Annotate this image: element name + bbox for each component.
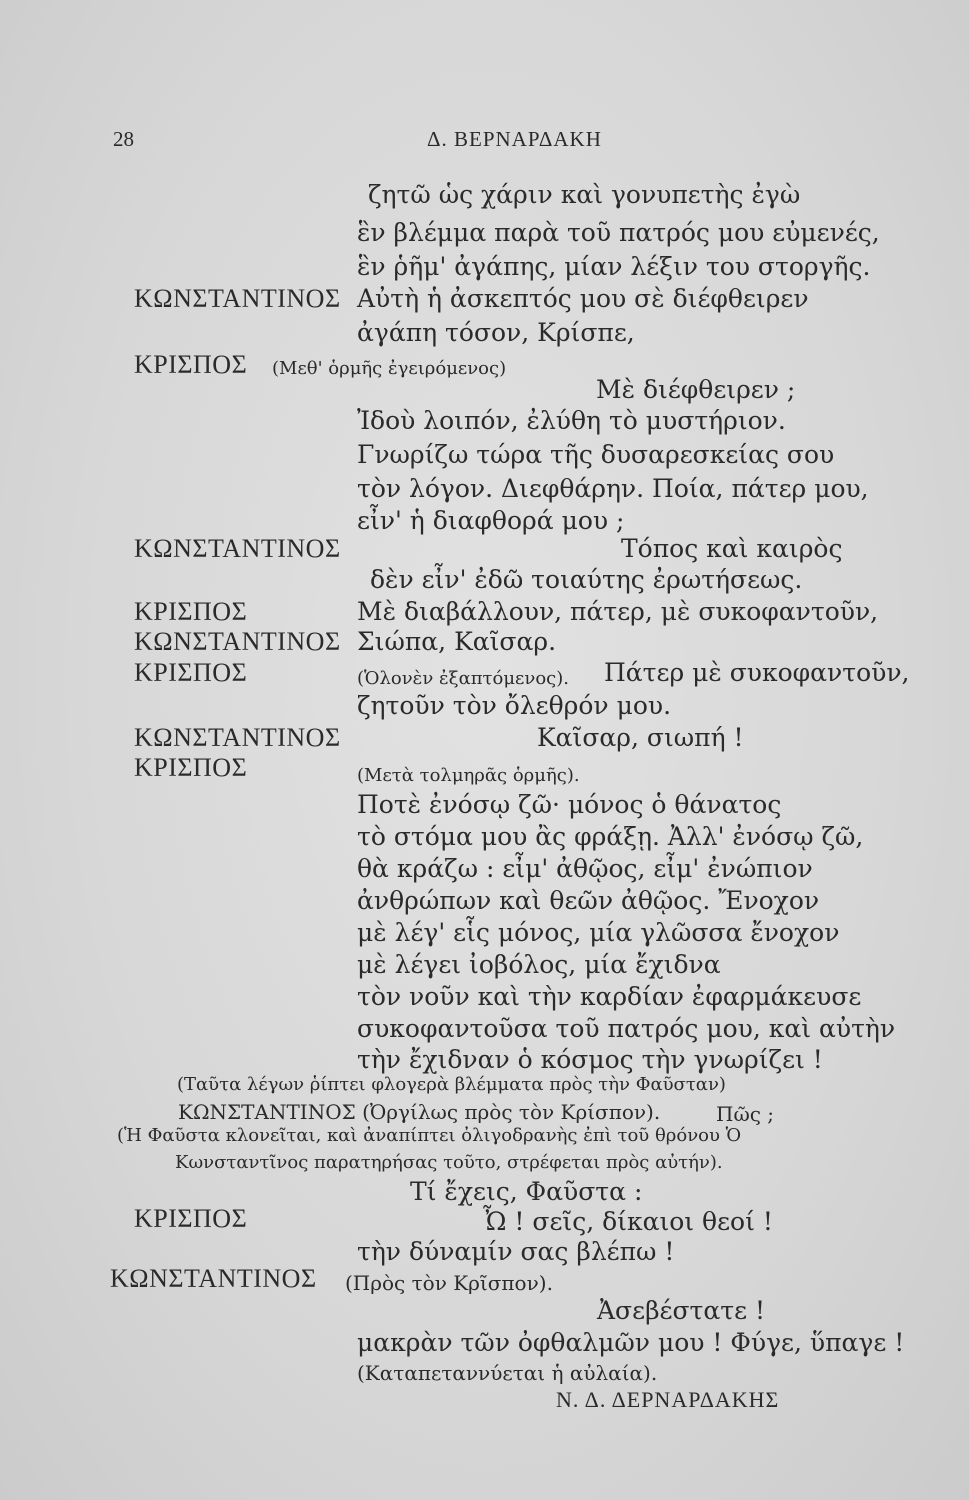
verse-line: ἓν βλέμμα παρὰ τοῦ πατρός μου εὐμενές, (357, 218, 880, 247)
stage-direction: (Καταπεταννύεται ἡ αὐλαία). (357, 1361, 658, 1385)
verse-line: ἀνθρώπων καὶ θεῶν ἀθῷος. Ἔνοχον (357, 886, 820, 915)
speaker-name: ΚΩΝΣΤΑΝΤΙΝΟΣ (110, 1264, 317, 1293)
stage-direction: (Πρὸς τὸν Κρῖσπον). (345, 1271, 553, 1295)
verse-line: Αὐτὴ ἡ ἀσκεπτός μου σὲ διέφθειρεν (357, 284, 809, 313)
verse-line: τὴν ἔχιδναν ὁ κόσμος τὴν γνωρίζει ! (357, 1045, 823, 1074)
running-head: Δ. ΒΕΡΝΑΡΔΑΚΗ (427, 127, 602, 151)
page-number: 28 (113, 127, 134, 151)
speaker-name: ΚΡΙΣΠΟΣ (134, 597, 248, 626)
verse-line: Μὲ διαβάλλουν, πάτερ, μὲ συκοφαντοῦν, (357, 597, 879, 626)
verse-line: δὲν εἶν' ἐδῶ τοιαύτης ἐρωτήσεως. (370, 565, 803, 594)
stage-direction: ΚΩΝΣΤΑΝΤΙΝΟΣ (Ὀργίλως πρὸς τὸν Κρίσπον). (178, 1100, 661, 1124)
verse-line: ἀγάπη τόσον, Κρίσπε, (357, 318, 635, 347)
speaker-name: ΚΩΝΣΤΑΝΤΙΝΟΣ (134, 534, 341, 563)
verse-line: μὲ λέγει ἰοβόλος, μία ἔχιδνα (357, 950, 721, 979)
verse-line: εἶν' ἡ διαφθορά μου ; (357, 506, 625, 535)
stage-direction: (Μετὰ τολμηρᾶς ὁρμῆς). (357, 765, 580, 786)
verse-line: ἓν ῥῆμ' ἀγάπης, μίαν λέξιν του στοργῆς. (357, 252, 871, 281)
speaker-name: ΚΡΙΣΠΟΣ (134, 753, 248, 782)
verse-line: Ἰδοὺ λοιπόν, ἐλύθη τὸ μυστήριον. (357, 406, 786, 435)
speaker-name: ΚΩΝΣΤΑΝΤΙΝΟΣ (134, 627, 341, 656)
speaker-name: ΚΡΙΣΠΟΣ (134, 1204, 248, 1233)
verse-line: Μὲ διέφθειρεν ; (596, 375, 796, 404)
verse-line: Ποτὲ ἐνόσῳ ζῶ· μόνος ὁ θάνατος (357, 790, 782, 819)
verse-line: τὴν δύναμίν σας βλέπω ! (357, 1237, 675, 1266)
verse-line: Τί ἔχεις, Φαῦστα : (410, 1177, 643, 1206)
verse-line: Τόπος καὶ καιρὸς (621, 534, 843, 563)
verse-line: θὰ κράζω : εἶμ' ἀθῷος, εἶμ' ἐνώπιον (357, 854, 813, 883)
stage-direction: (Ὁλονὲν ἐξαπτόμενος). (357, 668, 569, 689)
verse-line: Καῖσαρ, σιωπή ! (537, 723, 744, 752)
verse-line: μὲ λέγ' εἷς μόνος, μία γλῶσσα ἔνοχον (357, 918, 840, 947)
speaker-name: ΚΡΙΣΠΟΣ (134, 350, 248, 379)
verse-line: τὸν λόγον. Διεφθάρην. Ποία, πάτερ μου, (357, 474, 869, 503)
verse-line: Ὦ ! σεῖς, δίκαιοι θεοί ! (483, 1207, 773, 1236)
verse-line: Ἀσεβέστατε ! (597, 1296, 766, 1325)
stage-direction: Πῶς ; (716, 1102, 775, 1126)
verse-line: Σιώπα, Καῖσαρ. (357, 627, 557, 656)
verse-line: τὸ στόμα μου ἂς φράξῃ. Ἀλλ' ἐνόσῳ ζῶ, (357, 822, 864, 851)
verse-line: ζητοῦν τὸν ὄλεθρόν μου. (357, 691, 672, 720)
verse-line: Γνωρίζω τώρα τῆς δυσαρεσκείας σου (357, 440, 835, 469)
verse-line: μακρὰν τῶν ὀφθαλμῶν μου ! Φύγε, ὕπαγε ! (357, 1328, 905, 1357)
speaker-name: ΚΩΝΣΤΑΝΤΙΝΟΣ (134, 284, 341, 313)
stage-direction: Κωνσταντῖνος παρατηρήσας τοῦτο, στρέφεται πρὸς αὐτήν). (175, 1152, 723, 1173)
stage-direction: (Ταῦτα λέγων ῥίπτει φλογερὰ βλέμματα πρὸς τὴν Φαῦσταν) (177, 1074, 726, 1095)
verse-line: Πάτερ μὲ συκοφαντοῦν, (604, 658, 910, 687)
speaker-name: ΚΡΙΣΠΟΣ (134, 658, 248, 687)
verse-line: ζητῶ ὡς χάριν καὶ γονυπετὴς ἐγὼ (368, 180, 801, 209)
stage-direction: (Ἡ Φαῦστα κλονεῖται, καὶ ἀναπίπτει ὀλιγοδρανὴς ἐπὶ τοῦ θρόνου Ὁ (117, 1125, 742, 1146)
speaker-name: ΚΩΝΣΤΑΝΤΙΝΟΣ (134, 723, 341, 752)
verse-line: τὸν νοῦν καὶ τὴν καρδίαν ἐφαρμάκευσε (357, 982, 862, 1011)
stage-direction: (Μεθ' ὁρμῆς ἐγειρόμενος) (272, 358, 507, 379)
verse-line: συκοφαντοῦσα τοῦ πατρός μου, καὶ αὐτὴν (357, 1014, 896, 1043)
author-signature: Ν. Δ. ΔΕΡΝΑΡΔΑΚΗΣ (556, 1387, 780, 1412)
